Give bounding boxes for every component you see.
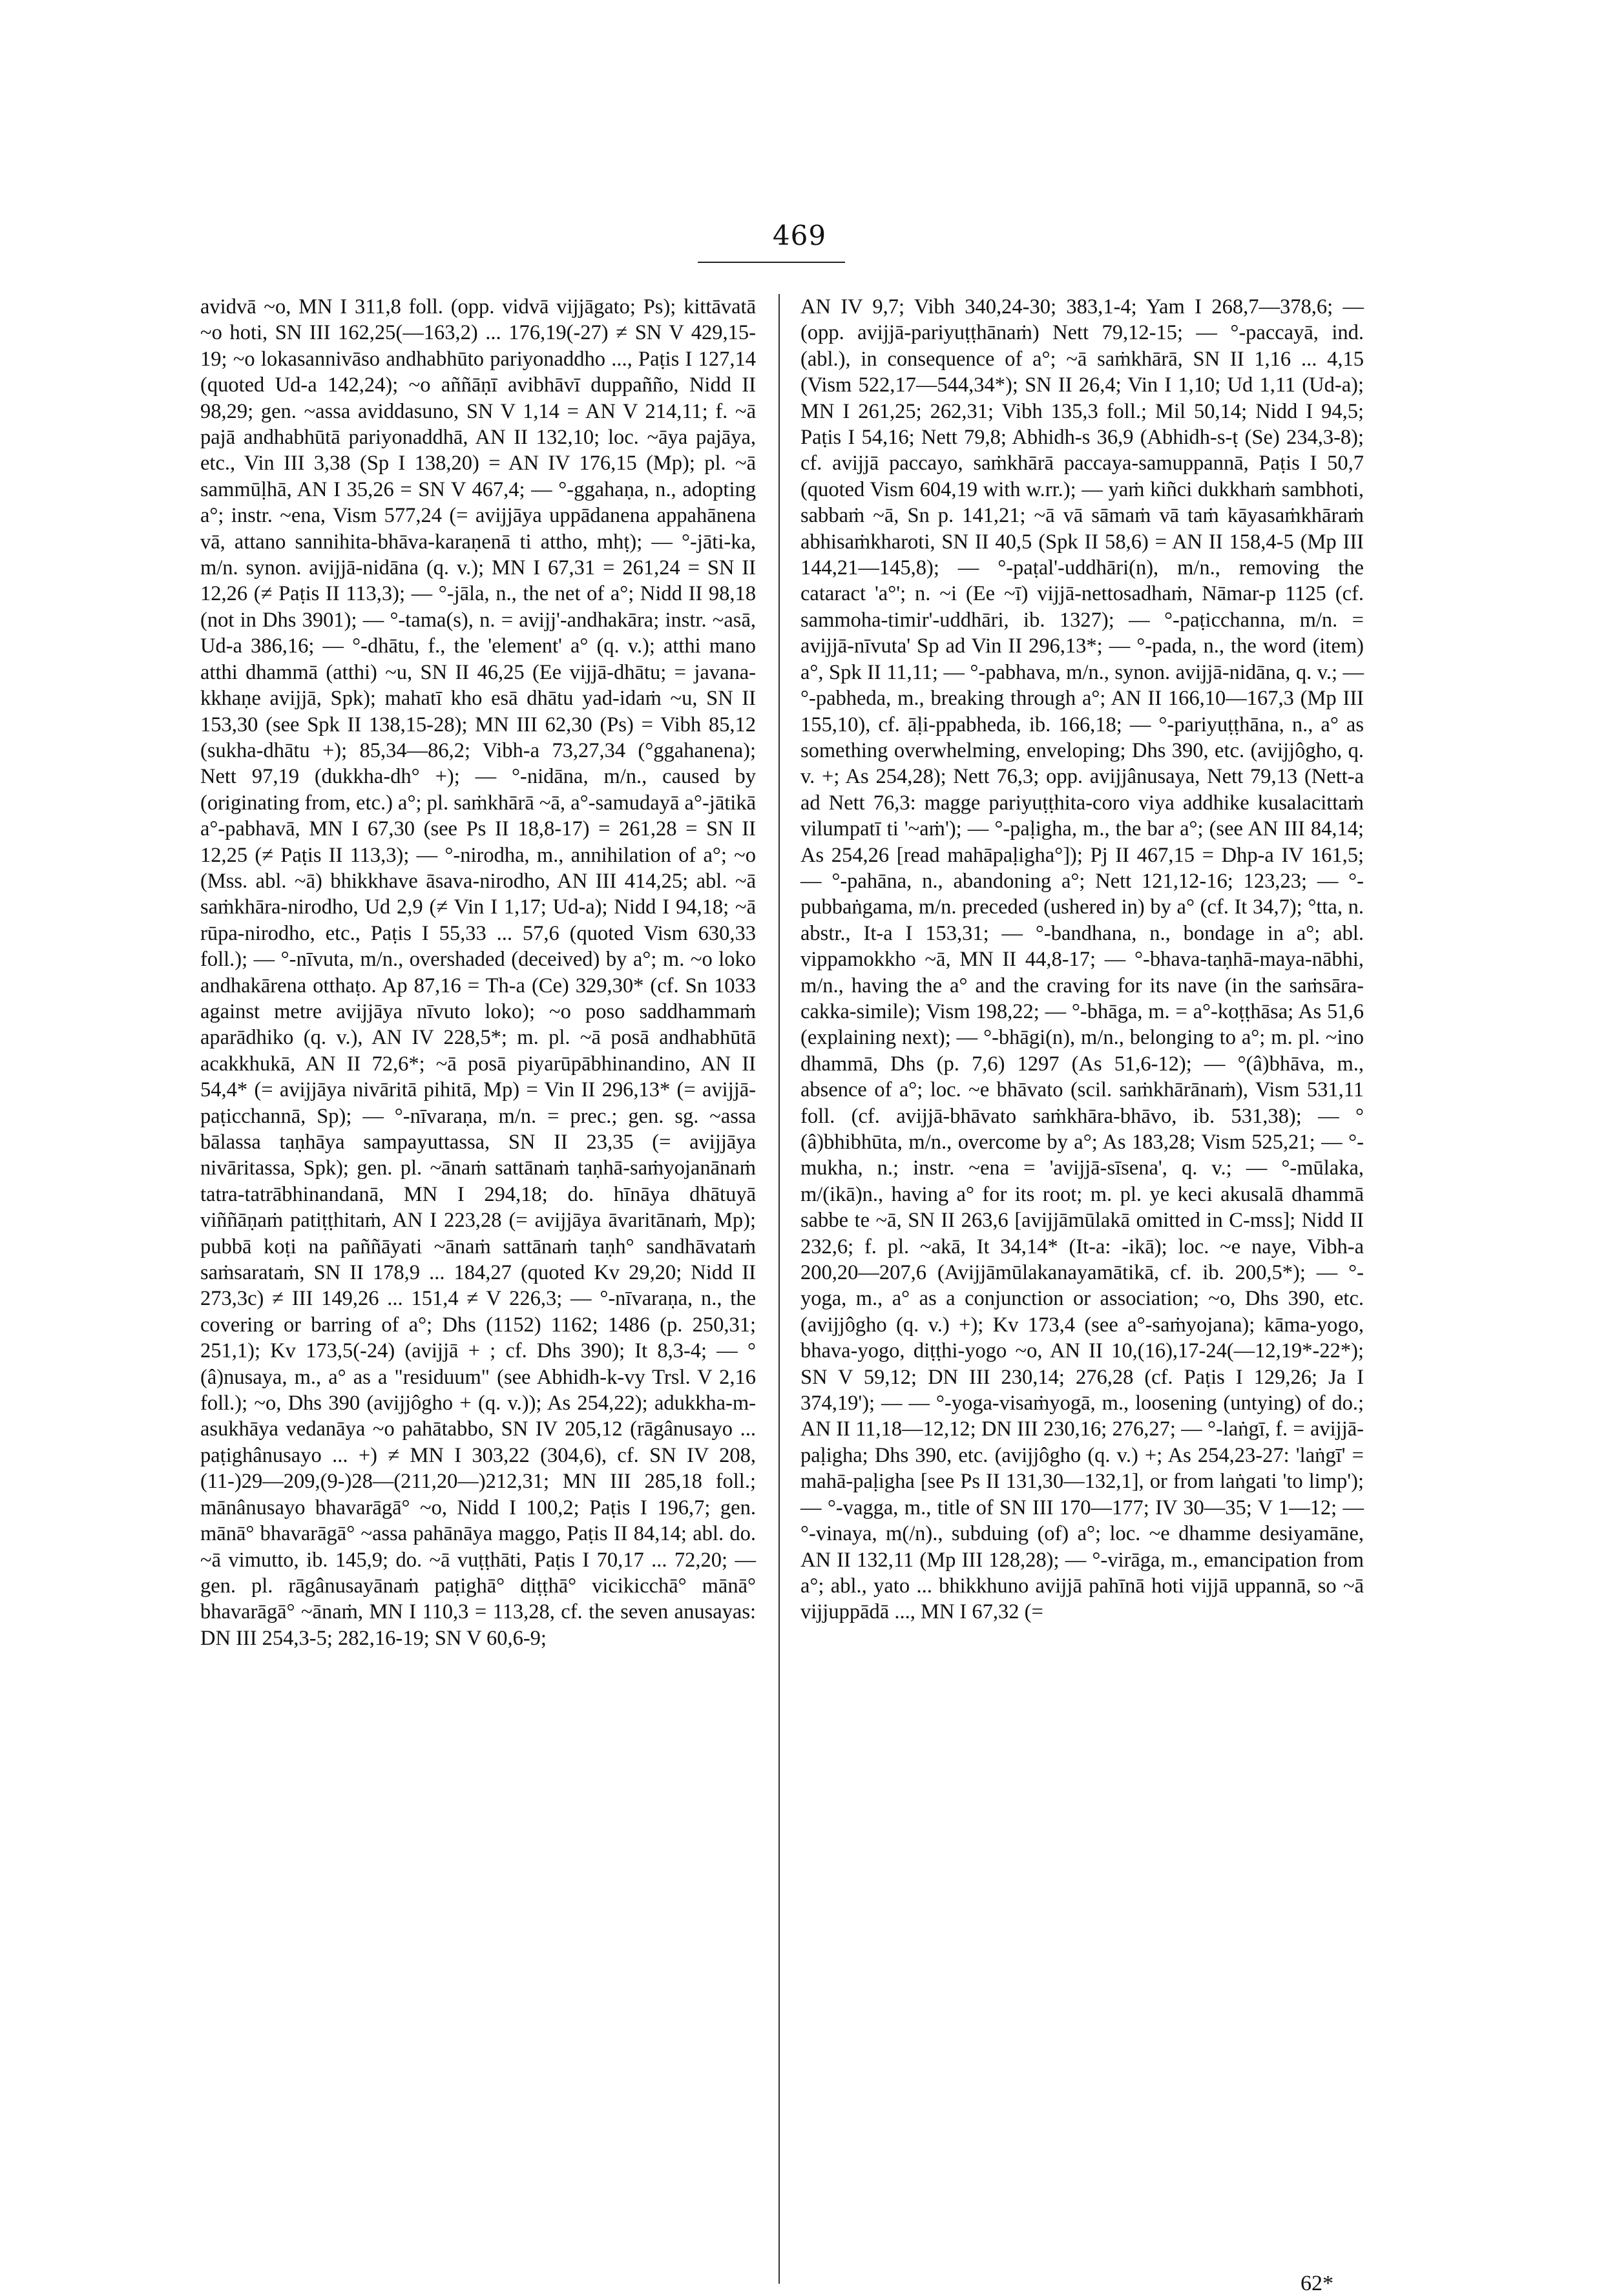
left-column (200, 294, 756, 1651)
left-column-text: avidvā ~o, MN I 311,8 foll. (opp. vidvā vijjāgato; Ps); kittāvatā ~o hoti, SN III 162,25(—163,2) ... 176,19(-27) ≠ SN V 429,15-19; ~o lokasannivāso andhabhūto pariyonaddho ..., Paṭis I 127,14 (quoted Ud-a 142,24); ~o aññāṇī avibhāvī duppañño, Nidd II 98,29; gen. ~assa aviddasuno, SN V 1,14 = AN V 214,11; f. ~ā pajā andhabhūtā pariyonaddhā, AN II 132,10; loc. ~āya pajāya, etc., Vin III 3,38 (Sp I 138,20) = AN IV 176,15 (Mp); pl. ~ā sammūḷhā, AN I 35,26 = SN V 467,4; — °-ggahaṇa, n., adopting a°; instr. ~ena, Vism 577,24 (= avijjāya uppādanena appahānena vā, attano sannihita-bhāva-karaṇenā ti attho, mhṭ); — °-jāti-ka, m/n. synon. avijjā-nidāna (q. v.); MN I 67,31 = 261,24 = SN II 12,26 (≠ Paṭis II 113,3); — °-jāla, n., the net of a°; Nidd II 98,18 (not in Dhs 3901); — °-tama(s), n. = avijj'-andhakāra; instr. ~asā, Ud-a 386,16; — °-dhātu, f., the 'element' a° (q. v.); atthi mano atthi dhammā (atthi) ~u, SN II 46,25 (Ee vijjā-dhātu; = javana-kkhaṇe avijjā, Spk); mahatī kho esā dhātu yad-idaṁ ~u, SN II 153,30 (see Spk II 138,15-28); MN III 62,30 (Ps) = Vibh 85,12 (sukha-dhātu +); 85,34—86,2; Vibh-a 73,27,34 (°ggahanena); Nett 97,19 (dukkha-dh° +); — °-nidāna, m/n., caused by (originating from, etc.) a°; pl. saṁkhārā ~ā, a°-samudayā a°-jātikā a°-pabhavā, MN I 67,30 (see Ps II 18,8-17) = 261,28 = SN II 12,25 (≠ Paṭis II 113,3); — °-nirodha, m., annihilation of a°; ~o (Mss. abl. ~ā) bhikkhave āsava-nirodho, AN III 414,25; abl. ~ā saṁkhāra-nirodho, Ud 2,9 (≠ Vin I 1,17; Ud-a); Nidd I 94,18; ~ā rūpa-nirodho, etc., Paṭis I 55,33 ... 57,6 (quoted Vism 630,33 foll.); — °-nīvuta, m/n., overshaded (deceived) by a°; m. ~o loko andhakārena otthaṭo. Ap 87,16 = Th-a (Ce) 329,30* (cf. Sn 1033 against metre avijjāya nīvuto loko); ~o poso saddhammaṁ aparādhiko (q. v.), AN IV 228,5*; m. pl. ~ā posā andhabhūtā acakkhukā, AN II 72,6*; ~ā posā piyarūpābhinandino, AN II 54,4* (= avijjāya nivāritā pihitā, Mp) = Vin II 296,13* (= avijjā-paṭicchannā, Sp); — °-nīvaraṇa, m/n. = prec.; gen. sg. ~assa bālassa taṇhāya sampayuttassa, SN II 23,35 (= avijjāya nivāritassa, Spk); gen. pl. ~ānaṁ sattānaṁ taṇhā-saṁyojanānaṁ tatra-tatrābhinandanā, MN I 294,18; do. hīnāya dhātuyā viññāṇaṁ patiṭṭhitaṁ, AN I 223,28 (= avijjāya āvaritānaṁ, Mp); pubbā koṭi na paññāyati ~ānaṁ sattānaṁ taṇh° sandhāvataṁ saṁsarataṁ, SN II 178,9 ... 184,27 (quoted Kv 29,20; Nidd II 273,3c) ≠ III 149,26 ... 151,4 ≠ V 226,3; — °-nīvaraṇa, n., the covering or barring of a°; Dhs (1152) 1162; 1486 (p. 250,31; 251,1); Kv 173,5(-24) (avijjā + ; cf. Dhs 390); It 8,3-4; — °(â)nusaya, m., a° as a "residuum" (see Abhidh-k-vy Trsl. V 2,16 foll.); ~o, Dhs 390 (avijjôgho + (q. v.)); As 254,22); adukkha-m-asukhāya vedanāya ~o pahātabbo, SN IV 205,12 (rāgânusayo ... paṭighânusayo ... +) ≠ MN I 303,22 (304,6), cf. SN IV 208,(11-)29—209,(9-)28—(211,20—)212,31; MN III 285,18 foll.; mānânusayo bhavarāgā° ~o, Nidd I 100,2; Paṭis I 196,7; gen. mānā° bhavarāgā° ~assa pahānāya maggo, Paṭis II 84,14; abl. do. ~ā vimutto, ib. 145,9; do. ~ā vuṭṭhāti, Paṭis I 70,17 ... 72,20; — gen. pl. rāgânusayānaṁ paṭighā° diṭṭhā° vicikicchā° mānā° bhavarāgā° ~ānaṁ, MN I 110,3 = 113,28, cf. the seven anusayas: DN III 254,3-5; 282,16-19; SN V 60,6-9; (200, 295, 756, 1650)
right-column (800, 294, 1364, 1625)
sheet-signature: 62* (1301, 2271, 1333, 2295)
column-divider (779, 294, 780, 2284)
header-rule (698, 262, 845, 263)
right-column-text: AN IV 9,7; Vibh 340,24-30; 383,1-4; Yam I 268,7—378,6; — (opp. avijjā-pariyuṭṭhānaṁ) Nett 79,12-15; — °-paccayā, ind. (abl.), in consequence of a°; ~ā saṁkhārā, SN II 1,16 ... 4,15 (Vism 522,17—544,34*); SN II 26,4; Vin I 1,10; Ud 1,11 (Ud-a); MN I 261,25; 262,31; Vibh 135,3 foll.; Mil 50,14; Nidd I 94,5; Paṭis I 54,16; Nett 79,8; Abhidh-s 36,9 (Abhidh-s-ṭ (Se) 234,3-8); cf. avijjā paccayo, saṁkhārā paccaya-samuppannā, Paṭis I 50,7 (quoted Vism 604,19 with w.rr.); — yaṁ kiñci dukkhaṁ sambhoti, sabbaṁ ~ā, Sn p. 141,21; ~ā vā sāmaṁ vā taṁ kāyasaṁkhāraṁ abhisaṁkharoti, SN II 40,5 (Spk II 58,6) = AN II 158,4-5 (Mp III 144,21—145,8); — °-paṭal'-uddhāri(n), m/n., removing the cataract 'a°'; n. ~i (Ee ~ī) vijjā-nettosadhaṁ, Nāmar-p 1125 (cf. sammoha-timir'-uddhāri, ib. 1327); — °-paṭicchanna, m/n. = avijjā-nīvuta' Sp ad Vin II 296,13*; — °-pada, n., the word (item) a°, Spk II 11,11; — °-pabhava, m/n., synon. avijjā-nidāna, q. v.; — °-pabheda, m., breaking through a°; AN II 166,10—167,3 (Mp III 155,10), cf. āḷi-ppabheda, ib. 166,18; — °-pariyuṭṭhāna, n., a° as something overwhelming, enveloping; Dhs 390, etc. (avijjôgho, q. v. +; As 254,28); Nett 76,3; opp. avijjânusaya, Nett 79,13 (Nett-a ad Nett 76,3: magge pariyuṭṭhita-coro viya addhike kusalacittaṁ vilumpatī ti '~aṁ'); — °-paḷigha, m., the bar a°; (see AN III 84,14; As 254,26 [read mahāpaḷigha°]); Pj II 467,15 = Dhp-a IV 161,5; — °-pahāna, n., abandoning a°; Nett 121,12-16; 123,23; — °-pubbaṅgama, m/n. preceded (ushered in) by a° (cf. It 34,7); °tta, n. abstr., It-a I 153,31; — °-bandhana, n., bondage in a°; abl. vippamokkho ~ā, MN II 44,8-17; — °-bhava-taṇhā-maya-nābhi, m/n., having the a° and the craving for its nave (in the saṁsāra-cakka-simile); Vism 198,22; — °-bhāga, m. = a°-koṭṭhāsa; As 51,6 (explaining next); — °-bhāgi(n), m/n., belonging to a°; m. pl. ~ino dhammā, Dhs (p. 7,6) 1297 (As 51,6-12); — °(â)bhāva, m., absence of a°; loc. ~e bhāvato (scil. saṁkhārānaṁ), Vism 531,11 foll. (cf. avijjā-bhāvato saṁkhāra-bhāvo, ib. 531,38); — °(â)bhibhūta, m/n., overcome by a°; As 183,28; Vism 525,21; — °-mukha, n.; instr. ~ena = 'avijjā-sīsena', q. v.; — °-mūlaka, m/(ikā)n., having a° for its root; m. pl. ye keci akusalā dhammā sabbe te ~ā, SN II 263,6 [avijjāmūlakā omitted in C-mss]; Nidd II 232,6; f. pl. ~akā, It 34,14* (It-a: -ikā); loc. ~e naye, Vibh-a 200,20—207,6 (Avijjāmūlakanayamātikā, cf. ib. 200,5*); — °-yoga, m., a° as a conjunction or association; ~o, Dhs 390, etc. (avijjôgho (q. v.) +); Kv 173,4 (see a°-saṁyojana); kāma-yogo, bhava-yogo, diṭṭhi-yogo ~o, AN II 10,(16),17-24(—12,19*-22*); SN V 59,12; DN III 230,14; 276,28 (cf. Paṭis I 129,26; Ja I 374,19'); — — °-yoga-visaṁyogā, m., loosening (untying) of do.; AN II 11,18—12,12; DN III 230,16; 276,27; — °-laṅgī, f. = avijjā-paḷigha; Dhs 390, etc. (avijjôgho (q. v.) +; As 254,23-27: 'laṅgī' = mahā-paḷigha [see Ps II 131,30—132,1], or from laṅgati 'to limp'); — °-vagga, m., title of SN III 170—177; IV 30—35; V 1—12; — °-vinaya, m(/n)., subduing (of) a°; loc. ~e dhamme desiyamāne, AN II 132,11 (Mp III 128,28); — °-virāga, m., emancipation from a°; abl., yato ... bhikkhuno avijjā pahīnā hoti vijjā uppannā, so ~ā vijjuppādā ..., MN I 67,32 (= (800, 295, 1364, 1624)
page-number: 469 (772, 220, 827, 251)
